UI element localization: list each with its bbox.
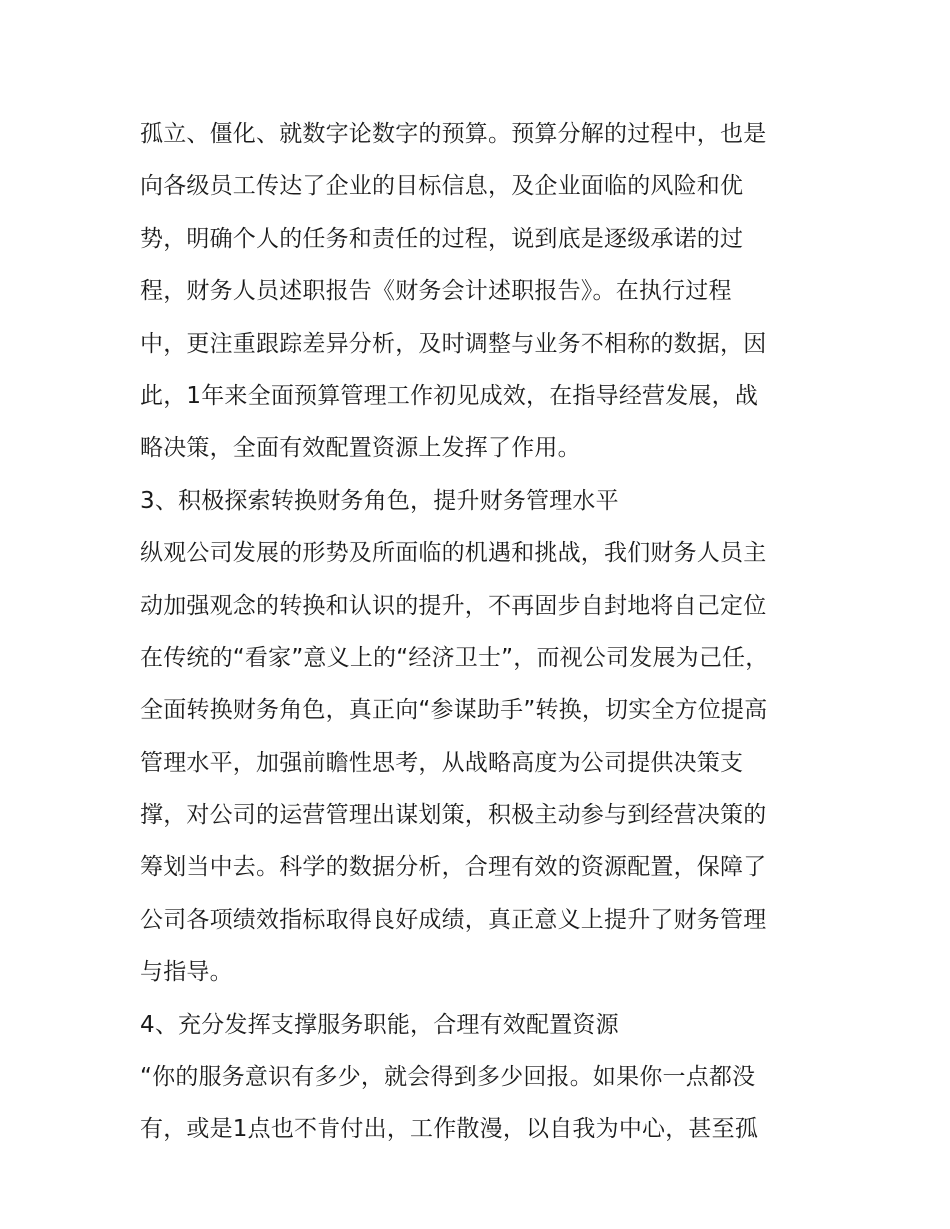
paragraph-line-2: 向各级员工传达了企业的目标信息，及企业面临的风险和优 bbox=[140, 173, 744, 200]
paragraph-line-5: 中，更注重跟踪差异分析，及时调整与业务不相称的数据，因 bbox=[140, 330, 767, 357]
paragraph-line-12: 全面转换财务角色，真正向“参谋助手”转换，切实全方位提高 bbox=[140, 697, 768, 724]
paragraph-line-13: 管理水平，加强前瞻性思考，从战略高度为公司提供决策支 bbox=[140, 749, 744, 776]
paragraph-line-6: 此，1年来全面预算管理工作初见成效，在指导经营发展，战 bbox=[140, 382, 759, 409]
section-heading-4: 4、充分发挥支撑服务职能，合理有效配置资源 bbox=[140, 1011, 619, 1038]
paragraph-line-16: 公司各项绩效指标取得良好成绩，真正意义上提升了财务管理 bbox=[140, 906, 767, 933]
paragraph-line-15: 筹划当中去。科学的数据分析，合理有效的资源配置，保障了 bbox=[140, 854, 767, 881]
paragraph-line-20: 有，或是1点也不肯付出，工作散漫，以自我为中心，甚至孤 bbox=[140, 1116, 759, 1143]
paragraph-line-10: 动加强观念的转换和认识的提升，不再固步自封地将自己定位 bbox=[140, 592, 767, 619]
paragraph-line-7: 略决策，全面有效配置资源上发挥了作用。 bbox=[140, 435, 581, 462]
document-body bbox=[140, 108, 820, 1156]
paragraph-line-14: 撑，对公司的运营管理出谋划策，积极主动参与到经营决策的 bbox=[140, 802, 767, 829]
paragraph-line-1: 孤立、僵化、就数字论数字的预算。预算分解的过程中，也是 bbox=[140, 121, 767, 147]
section-heading-3: 3、积极探索转换财务角色，提升财务管理水平 bbox=[140, 487, 619, 514]
paragraph-line-9: 纵观公司发展的形势及所面临的机遇和挑战，我们财务人员主 bbox=[140, 540, 767, 567]
paragraph-line-17: 与指导。 bbox=[140, 959, 233, 986]
paragraph-line-11: 在传统的“看家”意义上的“经济卫士”，而视公司发展为己任， bbox=[140, 644, 769, 671]
paragraph-line-3: 势，明确个人的任务和责任的过程，说到底是逐级承诺的过 bbox=[140, 225, 744, 252]
paragraph-line-19: “你的服务意识有多少，就会得到多少回报。如果你一点都没 bbox=[140, 1064, 756, 1091]
paragraph-line-4: 程，财务人员述职报告《财务会计述职报告》。在执行过程 bbox=[140, 278, 732, 305]
